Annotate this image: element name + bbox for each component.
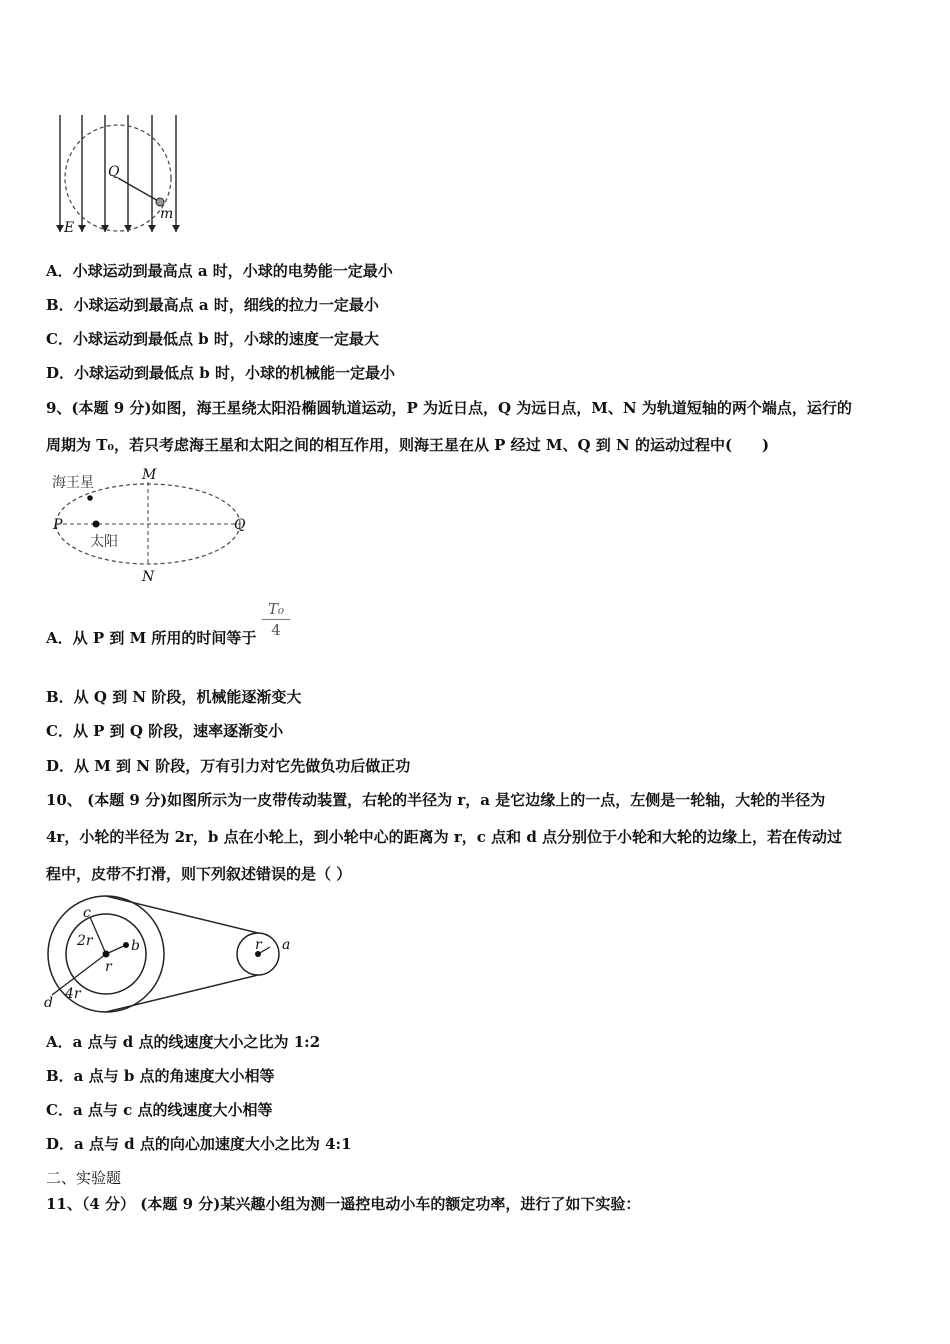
- q9-option-b: B．从 Q 到 N 阶段，机械能逐渐变大: [46, 688, 302, 706]
- orbit-planet-label: 海王星: [52, 475, 94, 491]
- belt-label-r-small: r: [255, 937, 262, 953]
- q9-stem-line2: 周期为 T₀，若只考虑海王星和太阳之间的相互作用，则海王星在从 P 经过 M、Q 到 N 的运动过程中( ): [46, 436, 770, 454]
- q10-option-a: A．a 点与 d 点的线速度大小之比为 1:2: [46, 1033, 321, 1051]
- q8-option-c: C．小球运动到最低点 b 时，小球的速度一定最大: [46, 330, 379, 348]
- q10-stem-line2: 4r，小轮的半径为 2r，b 点在小轮上，到小轮中心的距离为 r，c 点和 d 点分别位于小轮和大轮的边缘上，若在传动过: [46, 828, 843, 846]
- orbit-q-label: Q: [234, 517, 246, 533]
- q8-option-d: D．小球运动到最低点 b 时，小球的机械能一定最小: [46, 364, 395, 382]
- q10-option-c: C．a 点与 c 点的线速度大小相等: [46, 1101, 273, 1119]
- q10-stem-line1: 10、 (本题 9 分)如图所示为一皮带传动装置，右轮的半径为 r，a 是它边缘上的一点，左侧是一轮轴，大轮的半径为: [46, 791, 826, 809]
- fraction-numerator: T₀: [262, 600, 290, 620]
- section-title: 二、实验题: [46, 1169, 122, 1187]
- q9-stem-line1: 9、(本题 9 分)如图，海王星绕太阳沿椭圆轨道运动，P 为近日点，Q 为远日点，M、N 为轨道短轴的两个端点，运行的: [46, 399, 852, 417]
- q11-stem: 11、（4 分） (本题 9 分)某兴趣小组为测一遥控电动小车的额定功率，进行了如下实验：: [46, 1195, 641, 1213]
- q9-option-d: D．从 M 到 N 阶段，万有引力对它先做负功后做正功: [46, 757, 411, 775]
- orbit-p-label: P: [53, 517, 63, 533]
- belt-label-c: c: [83, 905, 91, 921]
- belt-label-2r: 2r: [77, 933, 93, 949]
- orbit-figure: [48, 462, 258, 587]
- q8-option-b: B．小球运动到最高点 a 时，细线的拉力一定最小: [46, 296, 379, 314]
- q9-option-a: A．从 P 到 M 所用的时间等于: [46, 629, 257, 647]
- q9-option-c: C．从 P 到 Q 阶段，速率逐渐变小: [46, 722, 284, 740]
- electric-field-figure: [50, 110, 190, 240]
- fig8-label-q: Q: [108, 164, 120, 180]
- belt-label-d: d: [44, 995, 53, 1011]
- orbit-m-label: M: [142, 467, 157, 483]
- orbit-n-label: N: [142, 569, 155, 585]
- q10-stem-line3: 程中，皮带不打滑，则下列叙述错误的是（ ）: [46, 865, 352, 883]
- belt-label-a: a: [282, 937, 291, 953]
- q8-option-a: A．小球运动到最高点 a 时，小球的电势能一定最小: [46, 262, 393, 280]
- fraction-denominator: 4: [271, 621, 281, 639]
- fraction-t0-over-4: [262, 600, 290, 639]
- q10-option-d: D．a 点与 d 点的向心加速度大小之比为 4:1: [46, 1135, 352, 1153]
- belt-label-b: b: [131, 938, 140, 954]
- belt-drive-figure: [40, 893, 300, 1023]
- q10-option-b: B．a 点与 b 点的角速度大小相等: [46, 1067, 275, 1085]
- belt-label-4r: 4r: [65, 986, 81, 1002]
- belt-label-r: r: [105, 959, 112, 975]
- fig8-label-m: m: [160, 206, 174, 222]
- orbit-sun-label: 太阳: [90, 534, 118, 550]
- fig8-label-e: E: [64, 220, 75, 236]
